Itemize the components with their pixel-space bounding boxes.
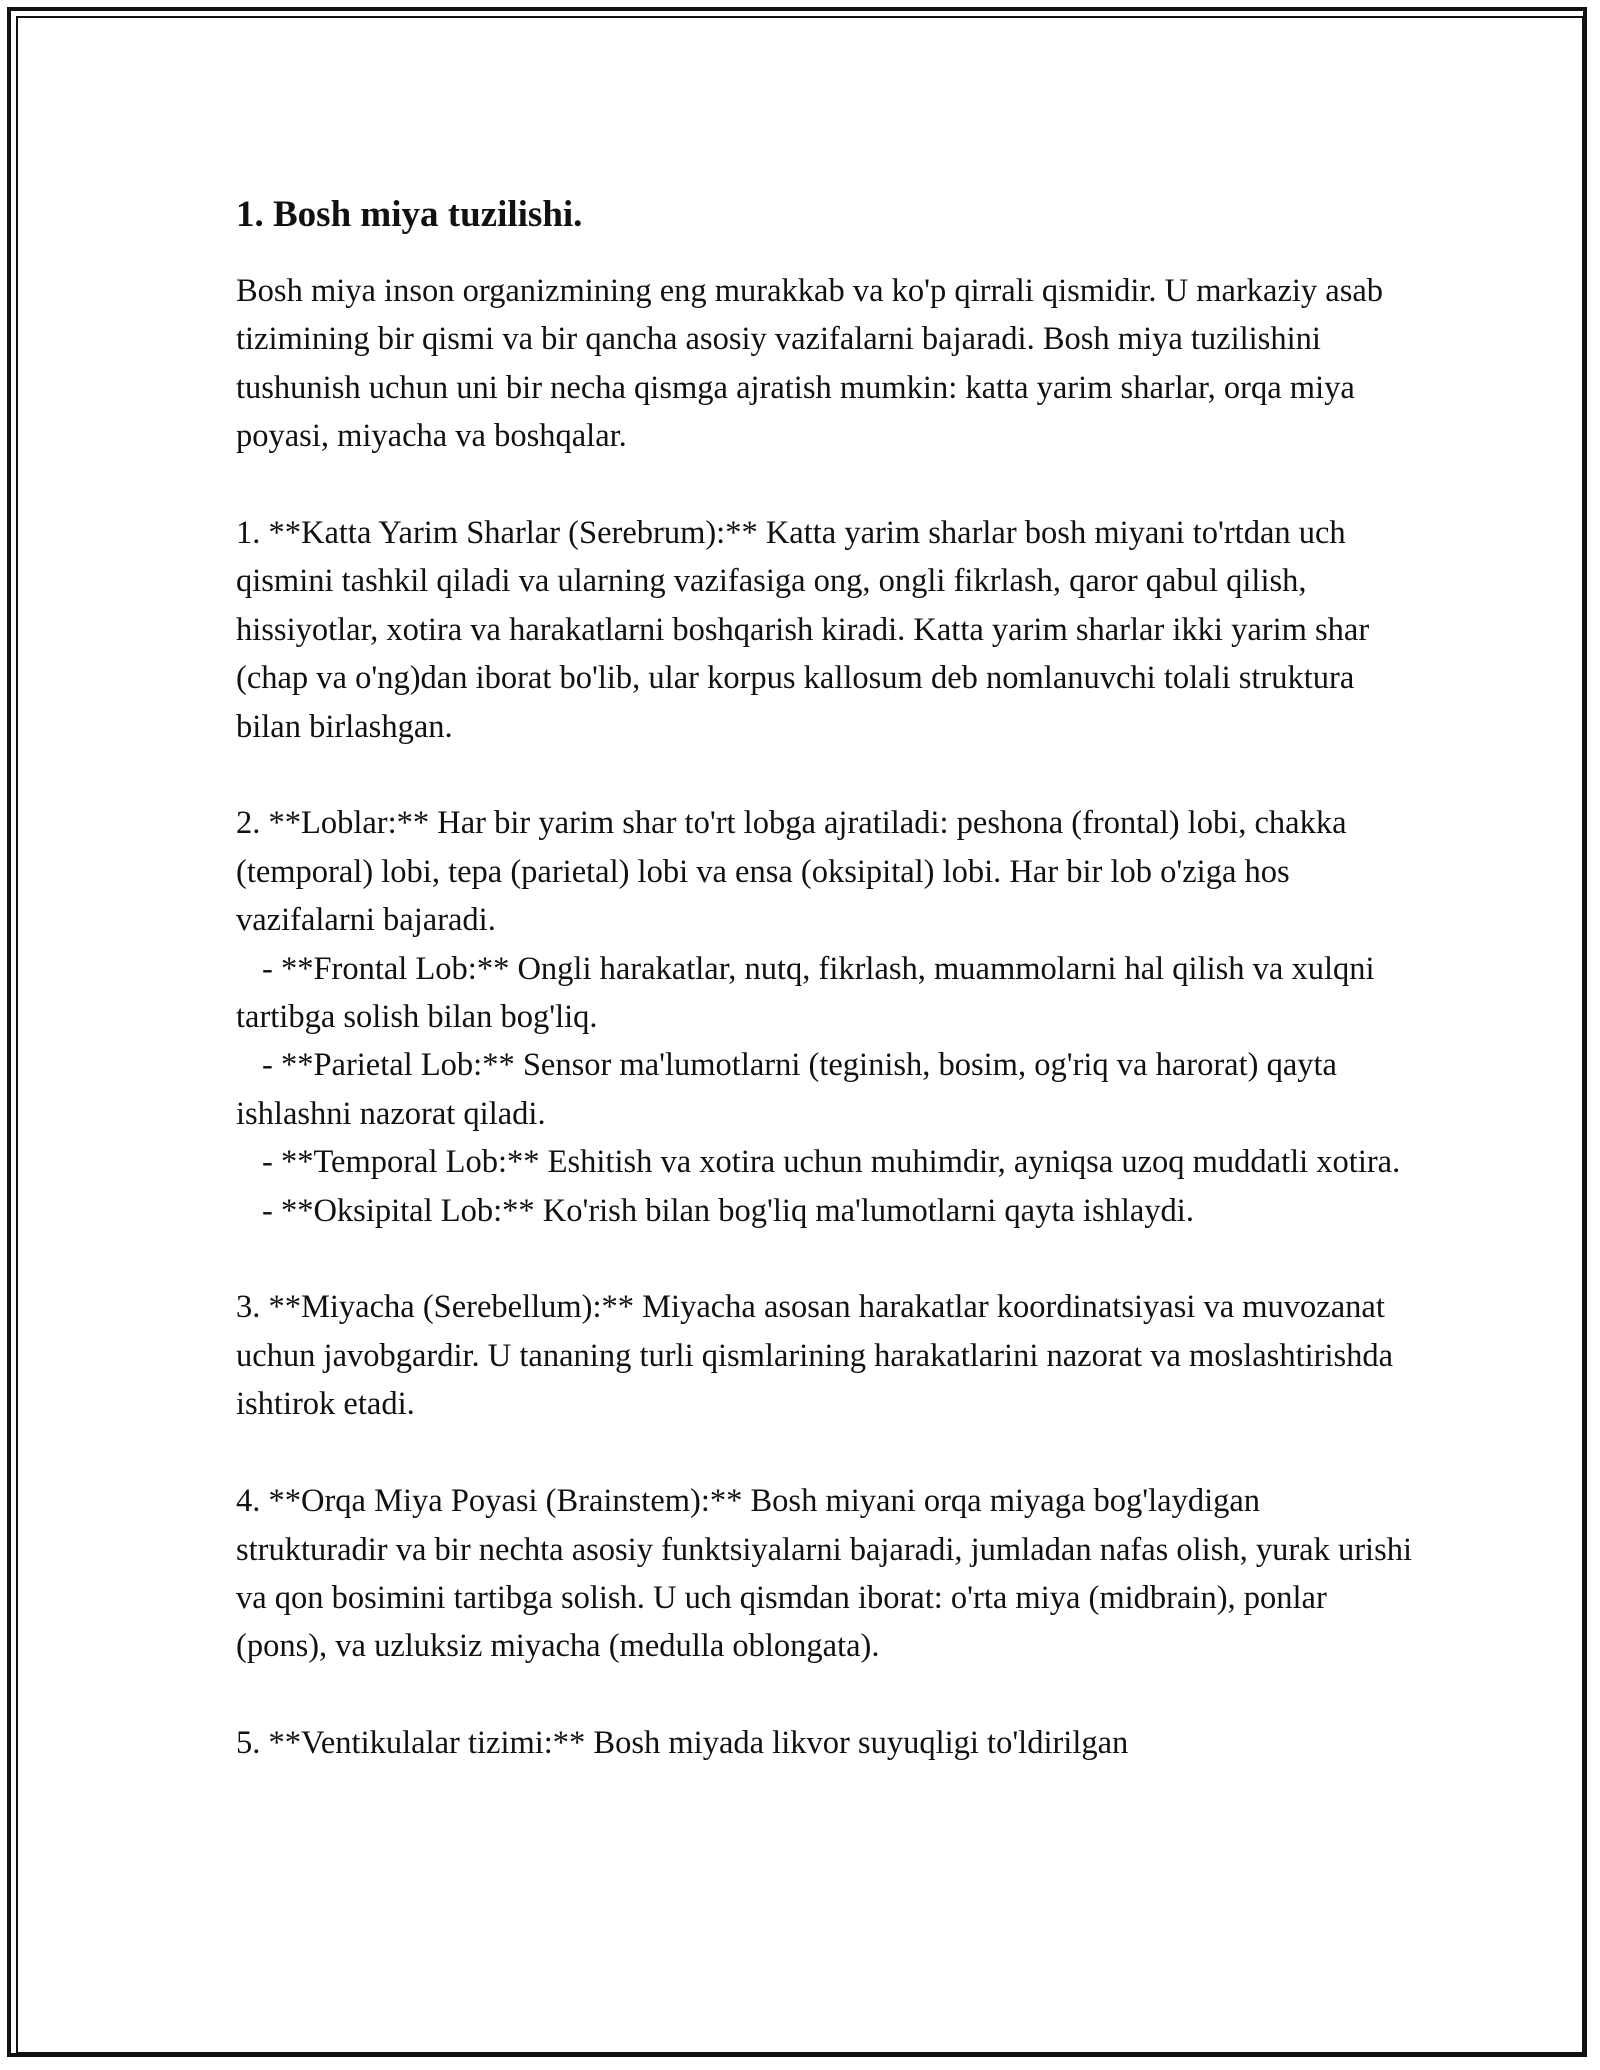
intro-paragraph: Bosh miya inson organizmining eng murakkab va ko'p qirrali qismidir. U markaziy asab tizimining bir qismi va bir qancha asosiy vazifalarni bajaradi. Bosh miya tuzilishini tushunish uchun uni bir necha qismga ajratish mumkin: katta yarim sharlar, orqa miya poyasi, miyacha va boshqalar. [236,273,1384,455]
paragraph-spacer [236,1671,1416,1719]
section-lobes: 2. **Loblar:** Har bir yarim shar to'rt lobga ajratiladi: peshona (frontal) lobi, chakka (temporal) lobi, tepa (parietal) lobi va ensa (oksipital) lobi. Har bir lob o'ziga hos vazifalarni bajaradi. [236,805,1347,939]
paragraph-spacer [236,751,1416,799]
paragraph-spacer [236,461,1416,509]
bullet-parietal-lobe [236,1041,1416,1138]
bullet-temporal-lobe [236,1138,1416,1186]
section-ventricles: 5. **Ventikulalar tizimi:** Bosh miyada likvor suyuqligi to'ldirilgan [236,1725,1129,1762]
section-cerebrum: 1. **Katta Yarim Sharlar (Serebrum):** Katta yarim sharlar bosh miyani to'rtdan uch qismini tashkil qiladi va ularning vazifasiga ong, ongli fikrlash, qaror qabul qilish, hissiyotlar, xotira va harakatlarni boshqarish kiradi. Katta yarim sharlar ikki yarim shar (chap va o'ng)dan iborat bo'lib, ular korpus kallosum deb nomlanuvchi tolali struktura bilan birlashgan. [236,515,1370,745]
bullet-frontal-lobe [236,945,1416,1042]
bullet-occipital-lobe [236,1187,1416,1235]
bullet-text: - **Parietal Lob:** Sensor ma'lumotlarni (teginish, bosim, og'riq va harorat) qayta ishlashni nazorat qiladi. [236,1047,1337,1132]
paragraph-spacer [236,1235,1416,1283]
page-title: 1. Bosh miya tuzilishi. [236,194,583,235]
section-cerebellum: 3. **Miyacha (Serebellum):** Miyacha asosan harakatlar koordinatsiyasi va muvozanat uchun javobgardir. U tananing turli qismlarining harakatlarini nazorat va moslashtirishda ishtirok etadi. [236,1289,1394,1423]
section-brainstem: 4. **Orqa Miya Poyasi (Brainstem):** Bosh miyani orqa miyaga bog'laydigan strukturadir va bir nechta asosiy funktsiyalarni bajaradi, jumladan nafas olish, yurak urishi va qon bosimini tartibga solish. U uch qismdan iborat: o'rta miya (midbrain), ponlar (pons), va uzluksiz miyacha (medulla oblongata). [236,1483,1412,1665]
paragraph-spacer [236,1429,1416,1477]
bullet-text: - **Frontal Lob:** Ongli harakatlar, nutq, fikrlash, muammolarni hal qilish va xulqni tartibga solish bilan bog'liq. [236,950,1375,1036]
document-body [236,185,1416,1768]
bullet-text: - **Temporal Lob:** Eshitish va xotira uchun muhimdir, ayniqsa uzoq muddatli xotira. [262,1144,1401,1181]
bullet-text: - **Oksipital Lob:** Ko'rish bilan bog'liq ma'lumotlarni qayta ishlaydi. [262,1192,1194,1229]
